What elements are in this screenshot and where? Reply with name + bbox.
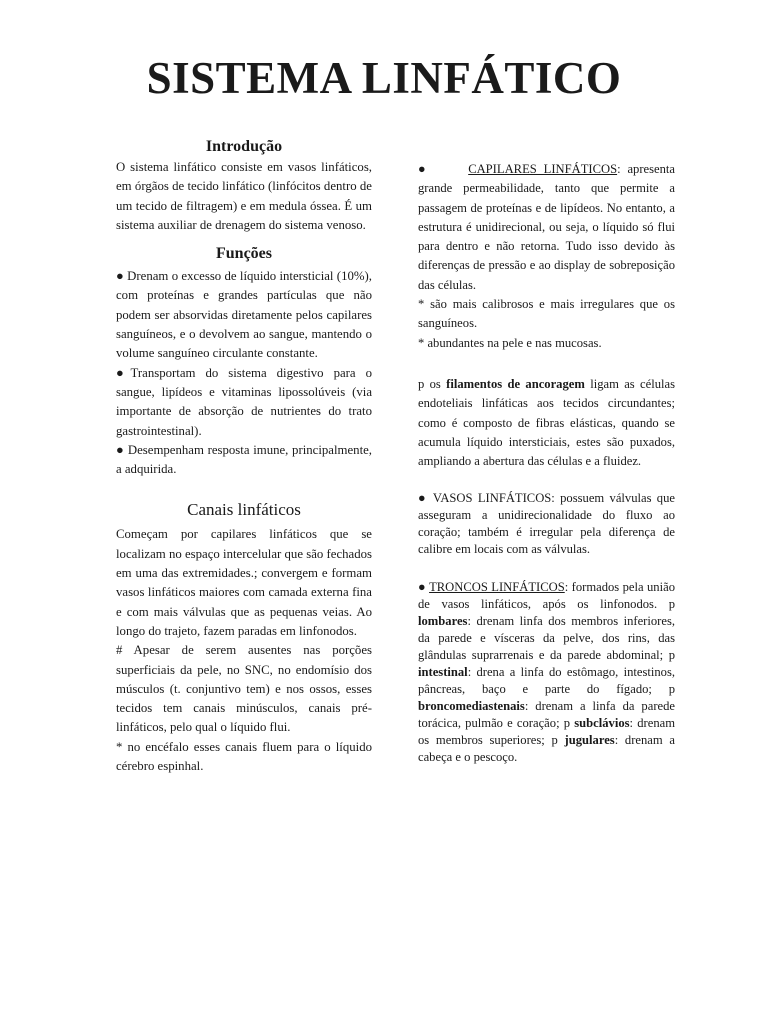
troncos-label: TRONCOS LINFÁTICOS [429,580,565,595]
capilares-note-1: * são mais calibrosos e mais irregulares que os sanguíneos. [418,297,675,331]
intro-paragraph: O sistema linfático consiste em vasos linfáticos, em órgãos de tecido linfático (linfócitos dentro de um tecido de filtragem) e em medula óssea. É um sistema auxiliar de drenagem do sistema venoso. [116,160,372,232]
canais-paragraph-1: Começam por capilares linfáticos que se localizam no espaço intercelular que são fechados em uma das extremidades.; convergem e formam vasos linfáticos maiores com camada externa fina e com mais válvulas que as pequenas veias. Ao longo do trajeto, fazem paradas em linfonodos. [116,527,372,638]
troncos-broncomediastenais: broncomediastenais [418,699,525,714]
page-title: SISTEMA LINFÁTICO [146,53,622,103]
funcoes-heading: Funções [216,245,272,263]
troncos-text-6: : drenam a cabeça e o pescoço. [418,733,675,765]
troncos-intestinal: intestinal [418,665,468,680]
filamentos-term: filamentos de ancoragem [446,376,585,391]
left-column [116,136,372,776]
canais-paragraph-2: # Apesar de serem ausentes nas porções superficiais da pele, no SNC, no endomísio dos músculos (t. conjuntivo tem) e nos ossos, esses tecidos tem canais minúsculos, canais pré-linfáticos, pelo qual o líquido flui. [116,643,372,735]
troncos-text-3: : drena a linfa do estômago, intestinos, pâncreas, baço e parte do fígado; p [418,665,675,697]
capilares-note-2: * abundantes na pele e nas mucosas. [418,335,602,350]
troncos-bullet: ● [418,580,430,595]
troncos-text-1: : formados pela união de vasos linfáticos, após os linfonodos. p [418,580,675,612]
funcoes-item-1: ● Drenam o excesso de líquido intersticial (10%), com proteínas e grandes partículas que não podem ser absorvidas diretamente pelos capilares sanguíneos, e o devolvem ao sangue, mantendo o volume sanguíneo circulante constante. [116,269,372,361]
troncos-lombares: lombares [418,614,468,629]
filamentos-text: ligam as células endoteliais linfáticas aos tecidos circundantes; como é composto de fibras elásticas, quando se acumula líquido intersticiais, estes são puxados, ampliando a abertura das células e a fluidez. [418,376,675,469]
canais-heading: Canais linfáticos [187,500,301,520]
right-column [418,160,675,766]
canais-paragraph-3: * no encéfalo esses canais fluem para o líquido cérebro espinhal. [116,739,372,774]
troncos-text-5: : drenam os membros superiores; p [418,716,675,748]
capilares-paragraph [418,160,675,295]
troncos-paragraph [418,579,675,766]
troncos-jugulares: jugulares [564,733,615,748]
intro-heading: Introdução [205,138,283,155]
troncos-subclavios: subclávios [574,716,630,731]
vasos-paragraph: ● VASOS LINFÁTICOS: possuem válvulas que asseguram a unidirecionalidade do fluxo ao coração; também é irregular pela diferença de calibre em locais com as válvulas. [418,491,675,557]
capilares-label: CAPILARES LINFÁTICOS [468,162,618,176]
capilares-text: : apresenta grande permeabilidade, tanto que permite a passagem de proteínas e de lipídeos. No entanto, a estrutura é unidirecional, ou seja, o líquido só flui para dentro e não retorna. Tudo isso devido às diferenças de pressão e ao display de sobreposição das células. [418,162,675,292]
funcoes-item-3: ● Desempenham resposta imune, principalmente, a adquirida. [116,442,372,477]
troncos-text-4: : drenam a linfa da parede torácica, pulmão e coração; p [418,699,675,731]
troncos-text-2: : drenam linfa dos membros inferiores, da parede e vísceras da pelve, dos rins, das glândulas suprarrenais e da parede abdominal; p [418,614,675,663]
bullet-icon: ● [418,162,430,176]
funcoes-item-2: ●Transportam do sistema digestivo para o sangue, lipídeos e vitaminas lipossolúveis (via importante de absorção de nutrientes do trato gastrointestinal). [116,365,372,438]
filamentos-paragraph [418,375,675,471]
filamentos-prefix: p os [418,376,447,391]
